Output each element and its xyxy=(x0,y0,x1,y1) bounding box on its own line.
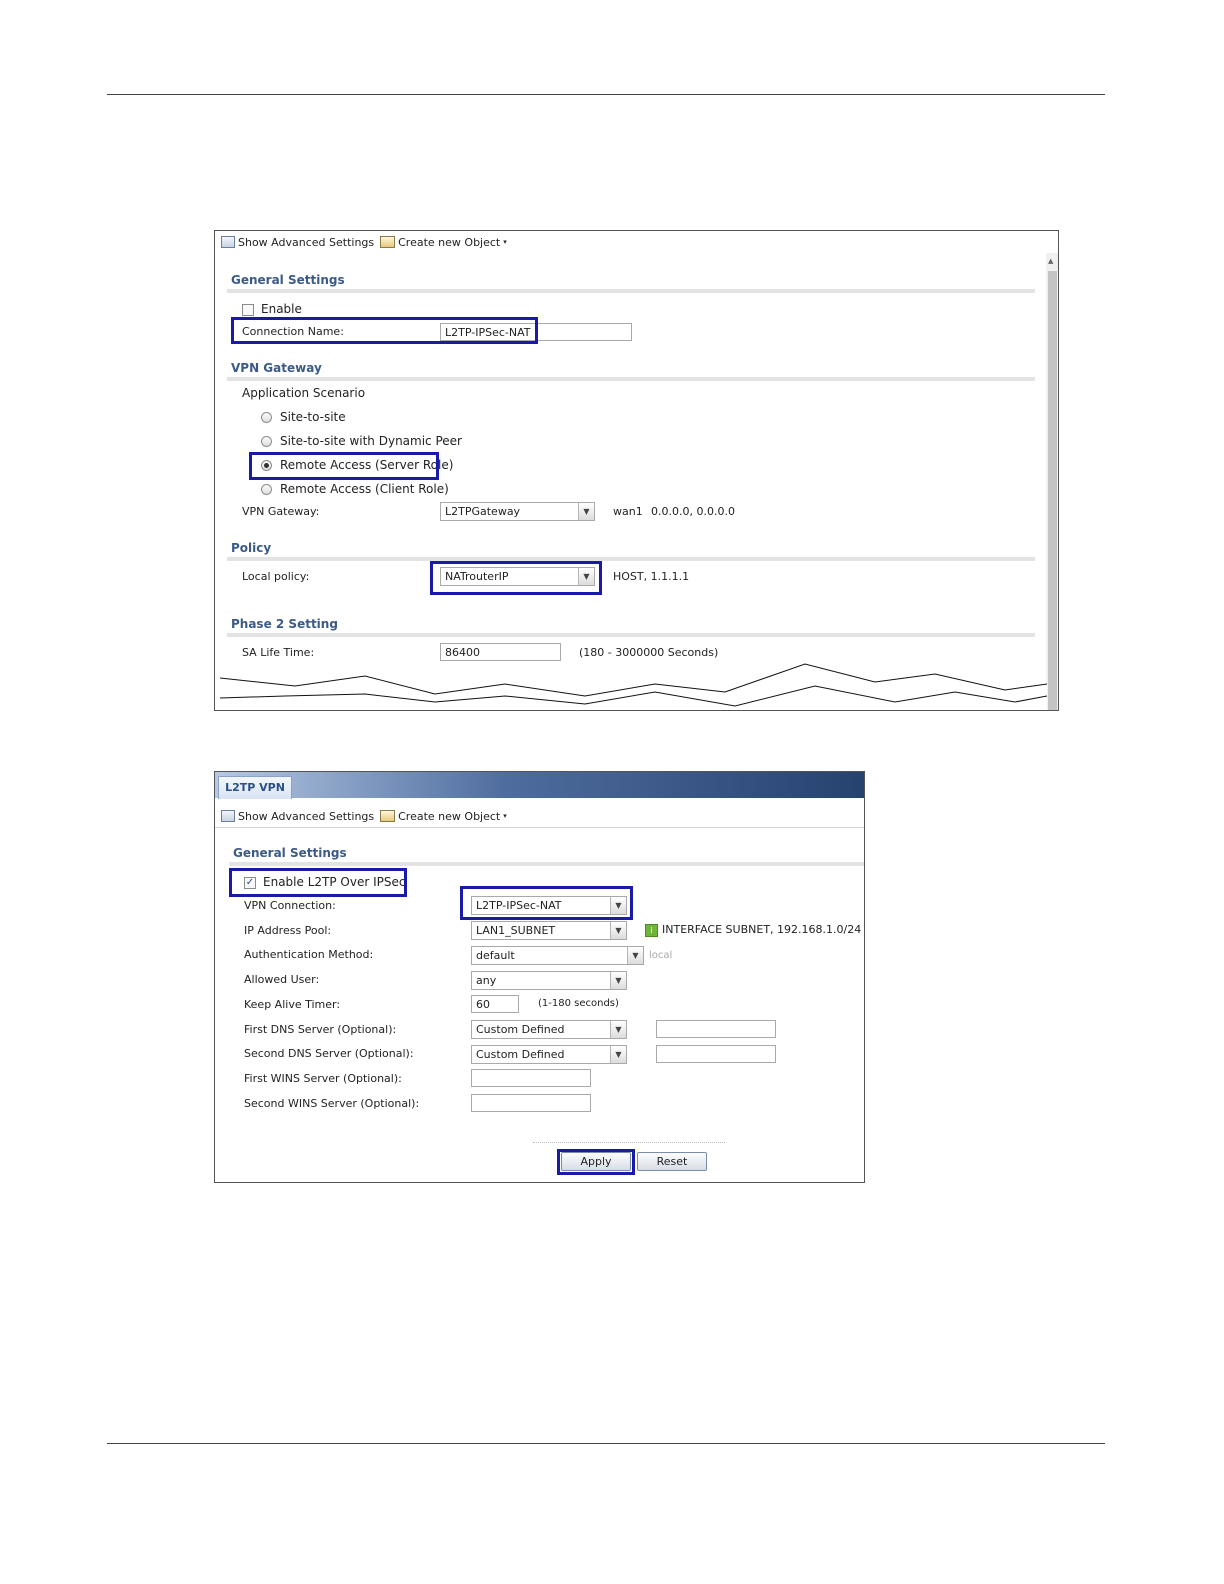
info-icon: i xyxy=(645,924,658,937)
torn-edge xyxy=(215,656,1058,710)
dropdown-arrow-icon: ▼ xyxy=(578,503,594,520)
vpn-gateway-value: L2TPGateway xyxy=(445,505,521,518)
scenario-client-role-label: Remote Access (Client Role) xyxy=(280,482,449,496)
dropdown-arrow-icon: ▼ xyxy=(627,947,643,964)
second-wins-input[interactable] xyxy=(471,1094,591,1112)
dropdown-arrow-icon: ▼ xyxy=(610,1046,626,1063)
vpn-gateway-label: VPN Gateway: xyxy=(242,505,320,518)
section-divider xyxy=(227,377,1035,381)
scrollbar-thumb[interactable] xyxy=(1048,271,1057,710)
second-dns-select[interactable] xyxy=(471,1045,627,1064)
connection-name-input[interactable]: L2TP-IPSec-NAT xyxy=(440,323,632,341)
section-divider xyxy=(227,557,1035,561)
first-dns-ip-input[interactable] xyxy=(656,1020,776,1038)
allowed-user-select[interactable] xyxy=(471,971,627,990)
first-wins-input[interactable] xyxy=(471,1069,591,1087)
allowed-user-value: any xyxy=(476,974,497,987)
show-advanced-settings-label: Show Advanced Settings xyxy=(238,235,375,249)
dropdown-arrow-icon: ▼ xyxy=(610,922,626,939)
authentication-method-label: Authentication Method: xyxy=(244,948,374,961)
scenario-dynamic-peer-label: Site-to-site with Dynamic Peer xyxy=(280,434,462,448)
apply-button[interactable]: Apply xyxy=(561,1152,631,1171)
section-divider xyxy=(227,289,1035,293)
new-object-icon xyxy=(380,810,395,822)
first-dns-select[interactable] xyxy=(471,1020,627,1039)
local-policy-select[interactable] xyxy=(440,567,595,586)
vpn-connection-screenshot xyxy=(214,230,1059,711)
vpn-gateway-select[interactable] xyxy=(440,502,595,521)
dropdown-arrow-icon: ▼ xyxy=(610,1021,626,1038)
dropdown-arrow-icon: ▼ xyxy=(578,568,594,585)
sa-life-time-hint: (180 - 3000000 Seconds) xyxy=(579,646,719,659)
sa-life-time-input[interactable]: 86400 xyxy=(440,643,561,661)
create-new-object-label: Create new Object xyxy=(398,809,501,823)
show-advanced-settings-label: Show Advanced Settings xyxy=(238,809,375,823)
tab-l2tp-vpn[interactable]: L2TP VPN xyxy=(218,776,292,799)
second-dns-value: Custom Defined xyxy=(476,1048,565,1061)
show-advanced-settings-link[interactable] xyxy=(221,810,374,823)
local-policy-value: NATrouterIP xyxy=(445,570,509,583)
ip-address-pool-info: INTERFACE SUBNET, 192.168.1.0/24 xyxy=(662,923,862,936)
show-advanced-settings-link[interactable] xyxy=(221,236,374,249)
vpn-gateway-ip: 0.0.0.0, 0.0.0.0 xyxy=(651,505,735,518)
caret-down-icon: ▾ xyxy=(503,812,507,820)
enable-label: Enable xyxy=(261,302,302,316)
scenario-client-role-radio[interactable] xyxy=(261,484,272,495)
ip-address-pool-label: IP Address Pool: xyxy=(244,924,332,937)
ip-address-pool-select[interactable] xyxy=(471,921,627,940)
vpn-gateway-heading: VPN Gateway xyxy=(231,361,322,375)
second-dns-ip-input[interactable] xyxy=(656,1045,776,1063)
enable-l2tp-checkbox[interactable]: ✓ xyxy=(245,877,255,888)
local-policy-label: Local policy: xyxy=(242,570,310,583)
toolbar xyxy=(215,805,864,827)
keep-alive-timer-hint: (1-180 seconds) xyxy=(538,998,619,1009)
section-divider xyxy=(229,862,864,866)
toolbar-divider xyxy=(215,827,864,828)
second-dns-label: Second DNS Server (Optional): xyxy=(244,1047,414,1060)
first-dns-value: Custom Defined xyxy=(476,1023,565,1036)
allowed-user-label: Allowed User: xyxy=(244,973,320,986)
vpn-connection-select[interactable] xyxy=(471,896,627,915)
authentication-method-value: default xyxy=(476,949,515,962)
application-scenario-label: Application Scenario xyxy=(242,386,366,400)
general-settings-heading: General Settings xyxy=(233,846,347,860)
second-wins-label: Second WINS Server (Optional): xyxy=(244,1097,420,1110)
dropdown-arrow-icon: ▼ xyxy=(610,897,626,914)
keep-alive-timer-input[interactable]: 60 xyxy=(471,995,519,1013)
scroll-up-icon: ▲ xyxy=(1048,257,1054,265)
new-object-icon xyxy=(380,236,395,248)
phase2-heading: Phase 2 Setting xyxy=(231,617,338,631)
first-dns-label: First DNS Server (Optional): xyxy=(244,1023,397,1036)
keep-alive-timer-label: Keep Alive Timer: xyxy=(244,998,341,1011)
table-icon xyxy=(221,810,235,822)
caret-down-icon: ▾ xyxy=(503,238,507,246)
create-new-object-menu[interactable] xyxy=(380,810,507,823)
scrollbar[interactable] xyxy=(1046,253,1058,710)
vpn-gateway-interface: wan1 xyxy=(613,505,643,518)
scenario-site-to-site-label: Site-to-site xyxy=(280,410,346,424)
reset-button[interactable]: Reset xyxy=(637,1152,707,1171)
general-settings-heading: General Settings xyxy=(231,273,345,287)
scenario-server-role-label: Remote Access (Server Role) xyxy=(280,458,454,472)
local-policy-info: HOST, 1.1.1.1 xyxy=(613,570,690,583)
authentication-method-info: local xyxy=(649,950,673,961)
vpn-connection-label: VPN Connection: xyxy=(244,899,336,912)
button-divider xyxy=(533,1142,725,1144)
toolbar xyxy=(215,231,1058,253)
first-wins-label: First WINS Server (Optional): xyxy=(244,1072,402,1085)
scenario-server-role-radio[interactable] xyxy=(261,460,272,471)
ip-address-pool-value: LAN1_SUBNET xyxy=(476,924,556,937)
vpn-connection-value: L2TP-IPSec-NAT xyxy=(476,899,562,912)
table-icon xyxy=(221,236,235,248)
enable-checkbox[interactable] xyxy=(242,304,254,316)
authentication-method-select[interactable] xyxy=(471,946,644,965)
footer-rule xyxy=(107,1443,1105,1444)
enable-l2tp-label: Enable L2TP Over IPSec xyxy=(263,875,406,889)
create-new-object-menu[interactable] xyxy=(380,236,507,249)
tab-bar xyxy=(215,772,864,798)
sa-life-time-label: SA Life Time: xyxy=(242,646,315,659)
dropdown-arrow-icon: ▼ xyxy=(610,972,626,989)
connection-name-label: Connection Name: xyxy=(242,325,344,338)
policy-heading: Policy xyxy=(231,541,272,555)
header-rule xyxy=(107,94,1105,95)
section-divider xyxy=(227,633,1035,637)
scenario-site-to-site-radio[interactable] xyxy=(261,412,272,423)
l2tp-vpn-screenshot xyxy=(214,771,865,1183)
scenario-dynamic-peer-radio[interactable] xyxy=(261,436,272,447)
create-new-object-label: Create new Object xyxy=(398,235,501,249)
